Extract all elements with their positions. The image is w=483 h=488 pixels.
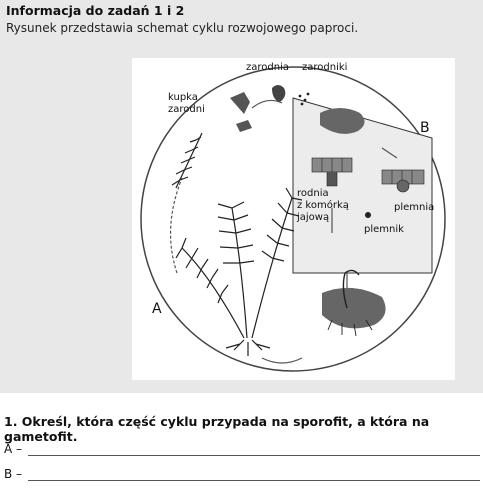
answer-b-line[interactable] bbox=[4, 467, 480, 483]
answer-a-prefix: A – bbox=[4, 442, 23, 456]
label-rodnia-line1: rodnia bbox=[297, 188, 329, 199]
label-plemnia: plemnia bbox=[394, 202, 435, 213]
info-title: Informacja do zadań 1 i 2 bbox=[6, 3, 185, 18]
kupka-zarodni-illustration bbox=[230, 92, 252, 132]
label-plemnik: plemnik bbox=[364, 224, 404, 235]
young-fern-on-prothallus bbox=[322, 270, 386, 336]
label-zarodnia: zarodnia bbox=[246, 62, 289, 73]
answer-b-rule bbox=[28, 480, 480, 481]
label-rodnia-line2: z komórką bbox=[297, 200, 349, 211]
fern-sporophyte bbox=[172, 133, 302, 356]
plemnik-illustration bbox=[365, 212, 371, 218]
answer-a-rule bbox=[28, 455, 480, 456]
info-subtitle: Rysunek przedstawia schemat cyklu rozwojowego paproci. bbox=[6, 21, 359, 35]
label-section-a: A bbox=[152, 301, 162, 317]
question-1-text: 1. Określ, która część cyklu przypada na sporofit, a która na gametofit. bbox=[4, 414, 430, 444]
label-section-b: B bbox=[420, 120, 430, 136]
arrow-sporophyte-up bbox=[171, 178, 182, 273]
label-rodnia-line3: jajową bbox=[297, 212, 330, 223]
label-kupka-line2: zarodni bbox=[168, 104, 205, 115]
fern-life-cycle-figure bbox=[132, 58, 455, 380]
label-kupka-line1: kupka bbox=[168, 92, 198, 103]
answer-b-prefix: B – bbox=[4, 467, 23, 481]
answer-a-line[interactable] bbox=[4, 442, 480, 458]
arrow-back bbox=[262, 358, 302, 363]
arrow-to-zarodnia bbox=[252, 100, 282, 108]
zarodnia-illustration bbox=[272, 85, 285, 102]
life-cycle-diagram bbox=[132, 58, 455, 380]
label-zarodniki: zarodniki bbox=[302, 62, 348, 73]
